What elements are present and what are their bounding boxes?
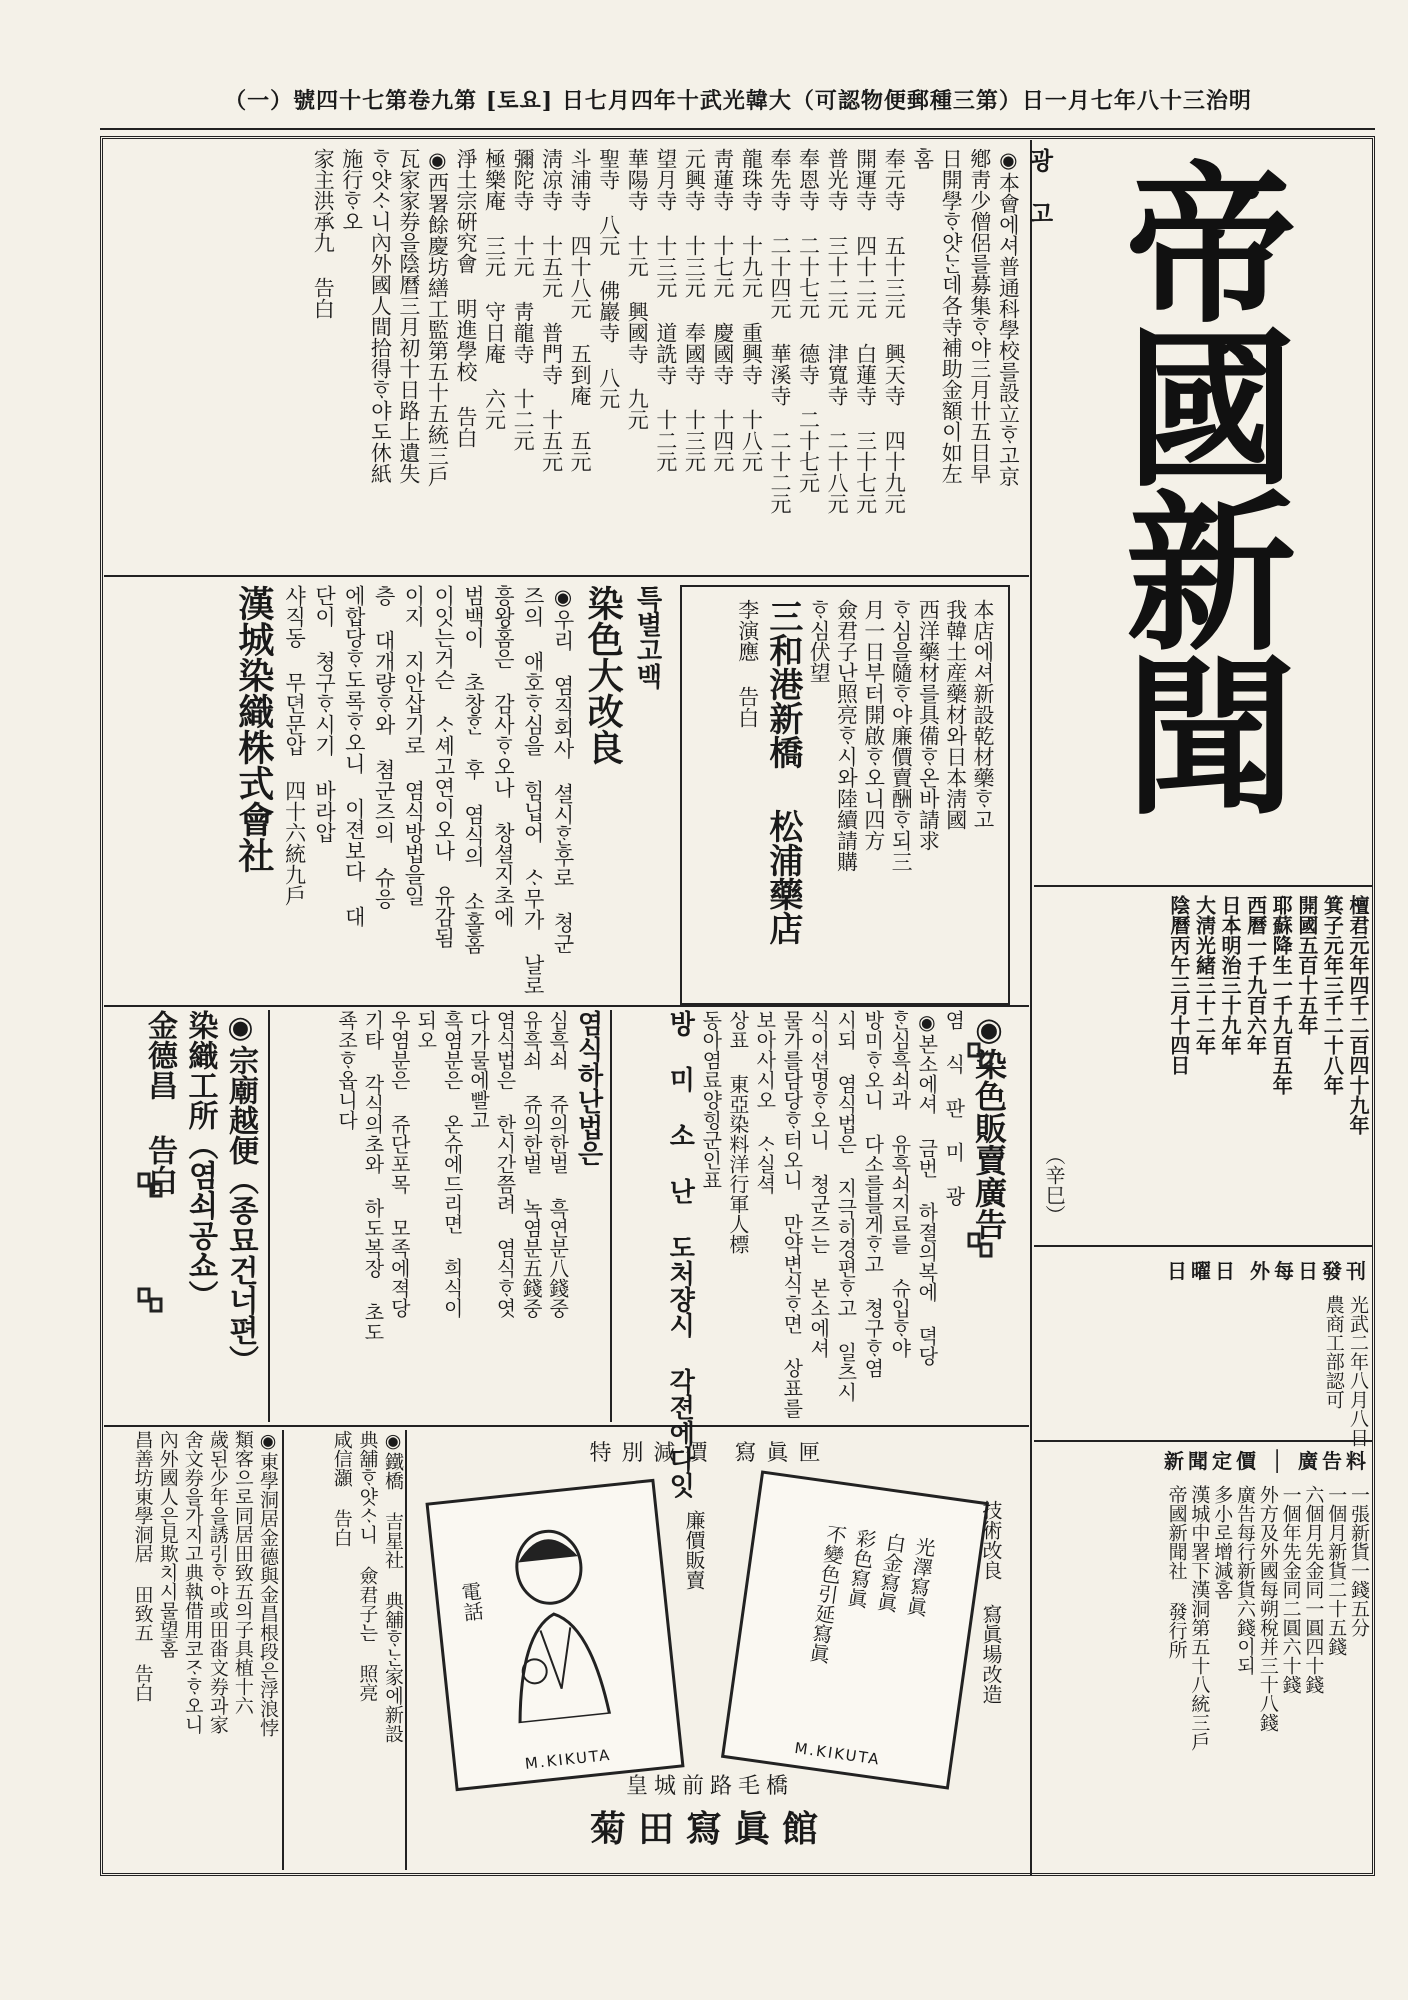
dye-sale-ad-text: ◉染色販賣廣告 염 식 판 미 광 ◉본소에셔 금번 하졀의복에 뎍당 ᄒᆞᆫ심흑쇠과 유흑쇠지료를 슈입ᄒᆞ야 방미ᄒᆞ오니 다소를블게ᄒᆞ고 쳥구ᄒᆞ염 시되 염식법은 지극히경편ᄒᆞ고 일츠시 식이션명ᄒᆞ오니 쳥군즈는 본소에셔 물가를담당ᄒᆞ터오니 만약변식ᄒᆞ면 상표를 보아사시오 ᄉᆞ실셕 상표 東亞染料洋行軍人標 동아염료양힝군인표 방 미 소 난 도처쟝시 각젼에다잇 (664, 1010, 1008, 1498)
pharmacy-ad-text: 本店에셔新設乾材藥ᄒᆞ고 我韓土産藥材와日本淸國 西洋藥材를具備ᄒᆞ온바請求 ᄒᆞ심을隨ᄒᆞ야廉價賣酬ᄒᆞ되三 月一日부터開啟ᄒᆞ오니四方 僉君子난照亮ᄒᆞ시와陸續請購 ᄒᆞ심伏望 三和港新橋 松浦藥店 李演應 告白 (735, 599, 995, 945)
temple-ad-text: 광 고 ◉本會에셔普通科學校를設立ᄒᆞ고京 鄕靑少僧侶를募集ᄒᆞ야三月卄五日早 日開學ᄒᆞ얏ᄂᆞᆫ데各寺補助金額이如左 홈 奉元寺 五十三元 興天寺 四十九元 開運寺 四十二元 白蓮寺 三十七元 普光寺 三十二元 津寬寺 二十八元 奉恩寺 二十七元 德寺 二十七元 奉先寺 二十四元 華溪寺 二十二元 龍珠寺 十九元 重興寺 十八元 靑蓮寺 十七元 慶國寺 十四元 元興寺 十三元 奉國寺 十三元 望月寺 十三元 道詵寺 十二元 華陽寺 十元 興國寺 九元 聖寺 八元 佛巖寺 八元 斗浦寺 四十八元 五到庵 五元 淸凉寺 十五元 普門寺 十五元 彌陀寺 十元 靑龍寺 十二元 極樂庵 三元 守日庵 六元 淨土宗硏究會 明進學校 告白 ◉西署餘慶坊繕工監第五十五統三戶 瓦家家券을陰曆三月初十日路上遺失 ᄒᆞ얏ᄉᆞ니內外國人間拾得ᄒᆞ야도休紙 施行ᄒᆞ오 家主洪承九 告白 (311, 148, 1054, 514)
rates-title: 新聞定價 │ 廣告料 (1164, 1449, 1370, 1473)
column-rule-c (282, 1430, 284, 1870)
dye-ad-text: 특별고백 染色大改良 ◉우리 염직회사 셜시ᄒᆞᆫ후로 쳥군 즈의 애호ᄒᆞ심을 힘닙어 ᄉᆞ무가 날로 흥왕홈은 감사ᄒᆞ오나 창셜지초에 범백이 초창ᄒᆞᆫ 후 염식의 소홀홈 이잇는거슨 ᄉᆞ셰고연이오나 유감됨 이지 지안삽기로 염식방법을일 층 대개량ᄒᆞ와 쳠군즈의 슈응 에합당ᄒᆞ도록ᄒᆞ오니 이젼보다 대 단이 쳥구ᄒᆞ시기 바라압 샤직동 무뎐문압 四十六統九戶 漢城染織株式會社 (232, 585, 662, 996)
dye-method-ad (270, 1010, 605, 1420)
portrait-card (425, 1479, 684, 1791)
newspaper-title: 帝國新聞 (1096, 156, 1297, 812)
right-card-caption: M.KIKUTA (793, 1738, 882, 1769)
dye-method-text: 염식하난법은 심흑쇠 쥬의한벌 흑연분八錢중 유흑쇠 쥬의한벌 녹염분五錢중 염식법은 한시간쯤려 염식ᄒᆞ엿 다가물에빨고 흑염분은 온슈에드리면 희식이 되오 우염분은 쥬단포목 모족에젹당 기타 각식의초와 하도복장 초도 죡조ᄒᆞ옵니다 (334, 1010, 603, 1342)
photo-ad-middle: 廉價販賣 (682, 1510, 706, 1590)
shrine-dye-shop-ad (120, 1010, 260, 1420)
masthead (1085, 148, 1297, 878)
pawnshop-ad-text: ◉鐵橋 吉星社 典舖ᄒᆞᄂᆞᆫ家에新設 典舖ᄒᆞ얏ᄉᆞ니 僉君子는 照亮 咸信灝 告白 (330, 1430, 404, 1743)
rates-lines: 一張新貨一錢五分 一個月新貨二十五錢 六個月先金同一圓四十錢 一個年先金同二圓六十錢 外方及外國每朔稅并三十八錢 廣告每行新貨六錢이되 多小로增減홈 漢城中署下漢洞第五十八統三戶 帝國新聞社 發行所 (1165, 1485, 1370, 1751)
date-lines: 檀君元年四千二百四十九年 箕子元年三千二十八年 開國五百十五年 耶蘇降生一千九百五年 西曆一千九百六年 日本明治三十九年 大淸光緒三十二年 陰曆丙午三月十四日 (1166, 895, 1370, 1135)
photo-studio-ad (410, 1430, 1010, 1860)
column-rule-b (610, 1010, 612, 1422)
column-rule-d (405, 1430, 407, 1870)
publication-title: 日曜日 外每日發刊 (1167, 1259, 1370, 1283)
warning-notice-text: ◉東學洞居金德與金昌根段은浮浪悖 類客으로同居田致五의子具植十六 歲된少年을誘引ᄒᆞ야或田畓文券과家 舍文券을가지고典執借用코ᄌᆞᄒᆞ오니 內外國人은見欺치시물望홈 昌善坊東學洞居 田致五 告白 (131, 1430, 279, 1737)
manji-ornament-icon (135, 1170, 165, 1200)
subscription-rates (1040, 1445, 1370, 1805)
phone-label: 電話 (457, 1580, 486, 1623)
dye-improvement-ad (120, 585, 665, 1005)
manji-ornament-icon (965, 1040, 995, 1070)
pharmacy-ad (680, 585, 1010, 1005)
pawnshop-ad (285, 1430, 405, 1860)
manji-ornament-icon (965, 1230, 995, 1260)
photo-ad-top: 特別減價 寫眞匣 (589, 1441, 831, 1466)
left-card-caption: M.KIKUTA (524, 1745, 613, 1773)
ganji-label: （辛巳） (1042, 1145, 1066, 1225)
header-strip (108, 78, 1368, 124)
section-rule-2 (104, 1005, 1029, 1007)
publication-lines: 光武二年八月八日 農商工部認可 (1322, 1295, 1369, 1447)
ad-label: 광 고 (1025, 148, 1054, 225)
section-rule-1 (104, 575, 1029, 577)
warning-notice-ad (120, 1430, 280, 1860)
header-text: （一）號四十七第卷九第 [토요] 日七月四年十武光韓大（可認物便郵種三第）日一月七年八十三治明 (224, 88, 1252, 114)
shrine-ad-text: ◉宗廟越便（종묘건너편） 染織工所（염쇠공쇼） 金德昌 告白 (142, 1010, 258, 1375)
photo-services-text: 光澤寫眞 白金寫眞 彩色寫眞 不變色引延寫眞 (805, 1522, 938, 1665)
masthead-rule-1 (1034, 885, 1372, 887)
header-rule (100, 128, 1375, 130)
photo-ad-address: 皇城前路毛橋 (625, 1774, 794, 1799)
manji-ornament-icon (135, 1285, 165, 1315)
date-block (1040, 895, 1370, 1235)
masthead-rule-2 (1034, 1245, 1372, 1247)
photo-studio-name: 菊田寫眞館 (589, 1808, 830, 1850)
temple-school-ad (120, 148, 1055, 568)
photo-services-card (721, 1470, 989, 1789)
publication-info (1040, 1255, 1370, 1447)
photo-ad-right-side: 技術改良 寫眞場改造 (979, 1500, 1003, 1704)
